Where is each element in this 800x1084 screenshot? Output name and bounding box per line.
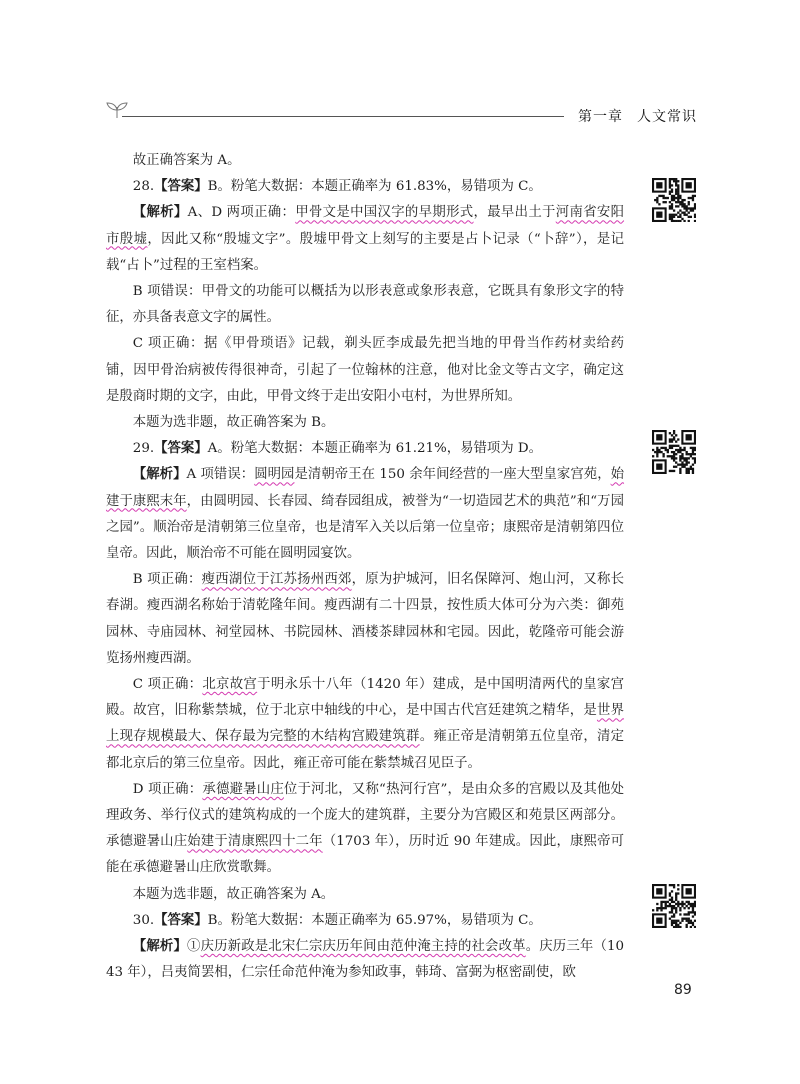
answer-text: B。粉笔大数据：本题正确率为 65.97%，易错项为 C。: [207, 912, 542, 928]
paragraph: 本题为选非题，故正确答案为 A。: [132, 886, 335, 902]
paragraph: 故正确答案为 A。: [132, 153, 241, 168]
text-span: 于明永乐十八年（1420 年）建成，是中国明清两代的皇家宫殿。故宫，旧称紫禁城，位于北京中轴线的中心，是中国古代宫廷建筑之精华，是: [106, 677, 624, 719]
text-span: 。庆历三年（1043 年），吕夷简罢相，仁宗任命范仲淹为参知政事，韩琦、富弼为枢密副使，欧: [106, 939, 625, 981]
page-header: [0, 0, 800, 130]
analysis-29: [106, 462, 624, 567]
qr-code-icon[interactable]: [652, 430, 696, 474]
chapter-label: 第一章: [578, 109, 623, 125]
highlight: 河南省安阳市殷墟: [106, 205, 625, 247]
answer-text: A。粉笔大数据：本题正确率为 61.21%，易错项为 D。: [207, 441, 543, 457]
highlight: 庆历新政是北宋仁宗庆历年间由范仲淹主持的社会改革: [200, 939, 526, 955]
text-span: D 项正确：: [132, 781, 203, 797]
paragraph: B 项错误：甲骨文的功能可以概括为以形表意或象形表意，它既具有象形文字的特征，亦具备表意文字的属性。: [106, 284, 624, 326]
text-span: ，由圆明园、长春园、绮春园组成，被誉为“一切造园艺术的典范”和“万园之园”。顺治帝是清朝第三位皇帝，也是清军入关以后第一位皇帝；康熙帝是清朝第四位皇帝。因此，顺治帝不可能在圆明园宴饮。: [106, 493, 624, 562]
answer-text: B。粉笔大数据：本题正确率为 61.83%，易错项为 C。: [207, 179, 542, 195]
page-number: 89: [674, 982, 692, 998]
paragraph: 本题为选非题，故正确答案为 B。: [132, 415, 335, 431]
text-span: 是清朝帝王在 150 余年间经营的一座大型皇家宫苑，: [294, 467, 611, 483]
text-span: 位于河北，又称“热河行宫”，是由众多的宫殿以及其他处理政务、举行仪式的建筑构成的一个庞大的建筑群，主要分为宫殿区和苑景区两部分。承德避暑山庄: [106, 781, 624, 850]
header-divider: [122, 116, 564, 117]
highlight: 圆明园: [254, 467, 295, 483]
highlight: 甲骨文是中国汉字的早期形式: [295, 205, 474, 221]
text-span: A、D 两项正确：: [187, 205, 296, 221]
text-span: ，因此又称“殷墟文字”。殷墟甲骨文上刻写的主要是占卜记录（“卜辞”），是记载“占卜”过程的王室档案。: [106, 231, 625, 273]
answer-tag: 【答案】: [154, 179, 208, 195]
page-content: [106, 148, 624, 987]
question-number: 29.: [132, 441, 155, 457]
analysis-tag: 【解析】: [132, 939, 187, 955]
highlight: 瘦西湖位于江苏扬州西郊: [201, 572, 352, 588]
text-span: ，原为护城河，旧名保障河、炮山河，又称长春湖。瘦西湖名称始于清乾隆年间。瘦西湖有二十四景，按性质大体可分为六类：御苑园林、寺庙园林、祠堂园林、书院园林、酒楼茶肆园林和宅园。因此，乾隆帝可能会游览扬州瘦西湖。: [106, 572, 625, 666]
answer-28: [106, 174, 624, 200]
analysis-28: [106, 200, 624, 279]
text-span: 。雍正帝是清朝第五位皇帝，清定都北京后的第三位皇帝。因此，雍正帝可能在紫禁城召见臣子。: [106, 729, 625, 771]
text-span: B 项正确：: [132, 572, 202, 588]
answer-tag: 【答案】: [154, 441, 208, 457]
paragraph: [106, 567, 624, 672]
paragraph: [106, 672, 624, 777]
text-span: （1703 年），历时近 90 年建成。因此，康熙帝可能在承德避暑山庄欣赏歌舞。: [106, 834, 625, 876]
qr-code-icon[interactable]: [652, 178, 696, 222]
highlight: 始建于康熙末年: [106, 467, 625, 509]
chapter-title: 人文常识: [637, 109, 697, 125]
answer-30: [106, 908, 624, 934]
highlight: 承德避暑山庄: [202, 781, 284, 797]
analysis-tag: 【解析】: [132, 467, 187, 483]
question-number: 30.: [132, 912, 155, 928]
answer-29: [106, 436, 624, 462]
text-span: ，最早出土于: [473, 205, 556, 221]
qr-code-icon[interactable]: [652, 884, 696, 928]
analysis-tag: 【解析】: [132, 205, 188, 221]
highlight: 始建于清康熙四十二年: [187, 834, 323, 850]
text-span: C 项正确：: [132, 677, 203, 693]
highlight: 世界上现存规模最大、保存最为完整的木结构宫殿建筑群: [106, 703, 624, 745]
text-span: ①: [187, 939, 201, 955]
paragraph: [106, 777, 624, 882]
answer-tag: 【答案】: [154, 912, 208, 928]
highlight: 北京故宫: [202, 677, 258, 693]
analysis-30: [106, 934, 624, 986]
question-number: 28.: [132, 179, 155, 195]
chapter-heading: [578, 106, 711, 126]
text-span: A 项错误：: [186, 467, 255, 483]
paragraph: C 项正确：据《甲骨琐语》记载，剃头匠李成最先把当地的甲骨当作药材卖给药铺，因甲骨治病被传得很神奇，引起了一位翰林的注意，他对比金文等古文字，确定这是殷商时期的文字，由此，甲骨文终于走出安阳小屯村，为世界所知。: [106, 336, 624, 404]
